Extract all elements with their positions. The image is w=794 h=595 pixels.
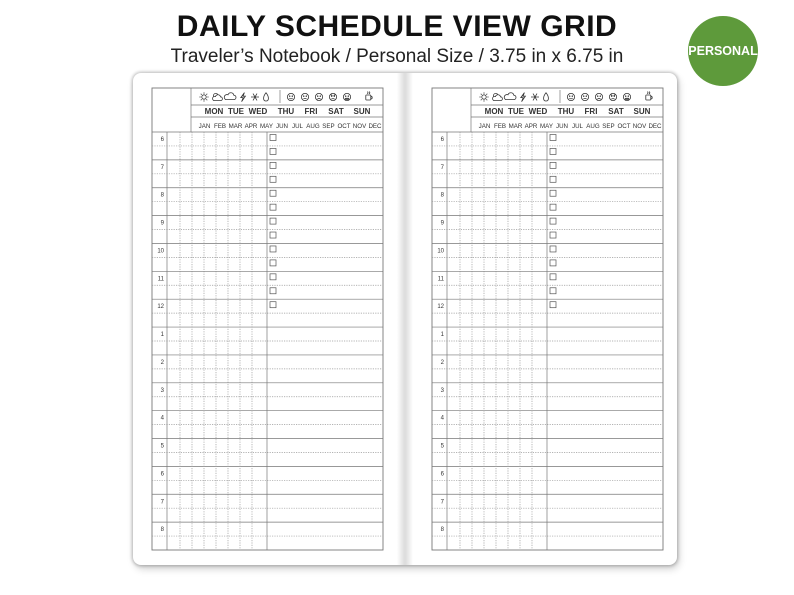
sun-icon: [479, 92, 488, 101]
hour-label: 12: [437, 304, 444, 311]
page-subtitle: Traveler’s Notebook / Personal Size / 3.75 in x 6.75 in: [170, 46, 624, 67]
month-label: OCT: [337, 123, 351, 130]
task-checkbox: [270, 176, 276, 182]
hour-label: 8: [440, 192, 444, 199]
weekday-label: SAT: [608, 107, 624, 116]
month-label: SEP: [602, 123, 615, 130]
task-checkbox: [550, 288, 556, 294]
lightning-icon: [521, 93, 526, 102]
task-checkbox: [270, 260, 276, 266]
hour-label: 9: [440, 220, 444, 227]
hour-label: 5: [160, 443, 164, 450]
mood-happy-icon: [567, 93, 574, 100]
month-label: MAR: [228, 123, 243, 130]
month-label: NOV: [352, 123, 367, 130]
mood-sad-icon: [315, 93, 322, 100]
weekday-label: SUN: [353, 107, 371, 116]
task-checkbox: [550, 162, 556, 168]
hour-label: 7: [160, 164, 164, 171]
hour-label: 4: [440, 415, 444, 422]
month-label: AUG: [586, 123, 600, 130]
weekday-label: SAT: [328, 107, 344, 116]
task-checkbox: [550, 176, 556, 182]
hour-label: 6: [440, 471, 444, 478]
cloud-icon: [504, 93, 516, 100]
hour-label: 9: [160, 220, 164, 227]
lightning-icon: [241, 93, 246, 102]
task-checkbox: [270, 148, 276, 154]
month-label: APR: [244, 123, 258, 130]
hour-label: 4: [160, 415, 164, 422]
hour-label: 11: [437, 276, 444, 283]
task-checkbox: [270, 302, 276, 308]
mood-angry-icon: [609, 93, 616, 100]
hour-label: 6: [440, 137, 444, 143]
weekday-label: MON: [484, 107, 504, 116]
task-checkbox: [270, 246, 276, 252]
month-label: FEB: [213, 123, 227, 130]
weekday-label: TUE: [228, 107, 244, 116]
mood-neutral-icon: [581, 93, 588, 100]
right-page-grid: [413, 73, 677, 565]
task-checkbox: [550, 148, 556, 154]
hour-label: 8: [440, 527, 444, 534]
hour-label: 10: [157, 248, 164, 255]
month-label: MAR: [508, 123, 523, 130]
hour-label: 6: [160, 471, 164, 478]
mood-sad-icon: [595, 93, 602, 100]
task-checkbox: [550, 232, 556, 238]
sun-icon: [199, 92, 208, 101]
task-checkbox: [550, 260, 556, 266]
task-checkbox: [550, 246, 556, 252]
task-checkbox: [270, 190, 276, 196]
hour-label: 3: [440, 387, 444, 394]
weekday-label: FRI: [584, 107, 598, 116]
mood-sick-icon: [343, 93, 350, 100]
cloud-icon: [224, 93, 236, 100]
hour-label: 7: [440, 164, 444, 171]
month-label: OCT: [617, 123, 631, 130]
month-label: JUN: [275, 123, 289, 130]
hour-label: 10: [437, 248, 444, 255]
raindrop-icon: [264, 93, 269, 101]
task-checkbox: [270, 288, 276, 294]
mood-angry-icon: [329, 93, 336, 100]
coffee-cup-icon: [366, 92, 372, 100]
task-checkbox: [550, 274, 556, 280]
month-label: AUG: [306, 123, 320, 130]
raindrop-icon: [544, 93, 549, 101]
task-checkbox: [550, 218, 556, 224]
hour-label: 5: [440, 443, 444, 450]
task-checkbox: [270, 135, 276, 141]
hour-label: 8: [160, 527, 164, 534]
hour-label: 12: [157, 304, 164, 311]
month-label: DEC: [648, 123, 662, 130]
hour-label: 2: [440, 359, 444, 366]
hour-label: 1: [440, 332, 444, 339]
task-checkbox: [550, 204, 556, 210]
month-label: JAN: [198, 123, 211, 130]
hour-label: 2: [160, 359, 164, 366]
month-label: JUN: [555, 123, 569, 130]
partly-cloudy-icon: [493, 93, 503, 100]
task-checkbox: [270, 274, 276, 280]
mood-sick-icon: [623, 93, 630, 100]
mood-happy-icon: [287, 93, 294, 100]
right-page: [413, 73, 677, 565]
hour-label: 8: [160, 192, 164, 199]
notebook-spine: [397, 73, 413, 565]
snow-icon: [531, 94, 539, 101]
hour-label: 3: [160, 387, 164, 394]
month-label: JUL: [291, 123, 304, 130]
coffee-cup-icon: [646, 92, 652, 100]
page-title: DAILY SCHEDULE VIEW GRID: [176, 10, 618, 43]
month-label: APR: [524, 123, 538, 130]
month-label: NOV: [632, 123, 647, 130]
month-label: DEC: [368, 123, 382, 130]
weekday-label: MON: [204, 107, 224, 116]
mood-neutral-icon: [301, 93, 308, 100]
month-label: MAY: [540, 123, 553, 130]
weekday-label: THU: [277, 107, 295, 116]
page-border: [432, 88, 663, 550]
weekday-label: TUE: [508, 107, 524, 116]
month-label: SEP: [322, 123, 335, 130]
weekday-label: WED: [248, 107, 268, 116]
task-checkbox: [270, 204, 276, 210]
hour-label: 11: [157, 276, 164, 283]
size-badge-label: PERSONAL: [688, 44, 758, 58]
hour-label: 7: [440, 499, 444, 506]
month-label: JAN: [478, 123, 491, 130]
task-checkbox: [550, 302, 556, 308]
month-label: FEB: [493, 123, 507, 130]
weekday-label: WED: [528, 107, 548, 116]
left-page-grid: [133, 73, 397, 565]
hour-label: 1: [160, 332, 164, 339]
task-checkbox: [270, 218, 276, 224]
left-page: [133, 73, 397, 565]
notebook-spread: [133, 73, 677, 565]
task-checkbox: [270, 162, 276, 168]
month-label: JUL: [571, 123, 584, 130]
hour-label: 7: [160, 499, 164, 506]
task-checkbox: [270, 232, 276, 238]
month-label: MAY: [260, 123, 273, 130]
task-checkbox: [550, 135, 556, 141]
page-border: [152, 88, 383, 550]
weekday-label: THU: [557, 107, 575, 116]
snow-icon: [251, 94, 259, 101]
weekday-label: SUN: [633, 107, 651, 116]
size-badge: [688, 16, 758, 86]
partly-cloudy-icon: [213, 93, 223, 100]
task-checkbox: [550, 190, 556, 196]
weekday-label: FRI: [304, 107, 318, 116]
hour-label: 6: [160, 137, 164, 143]
